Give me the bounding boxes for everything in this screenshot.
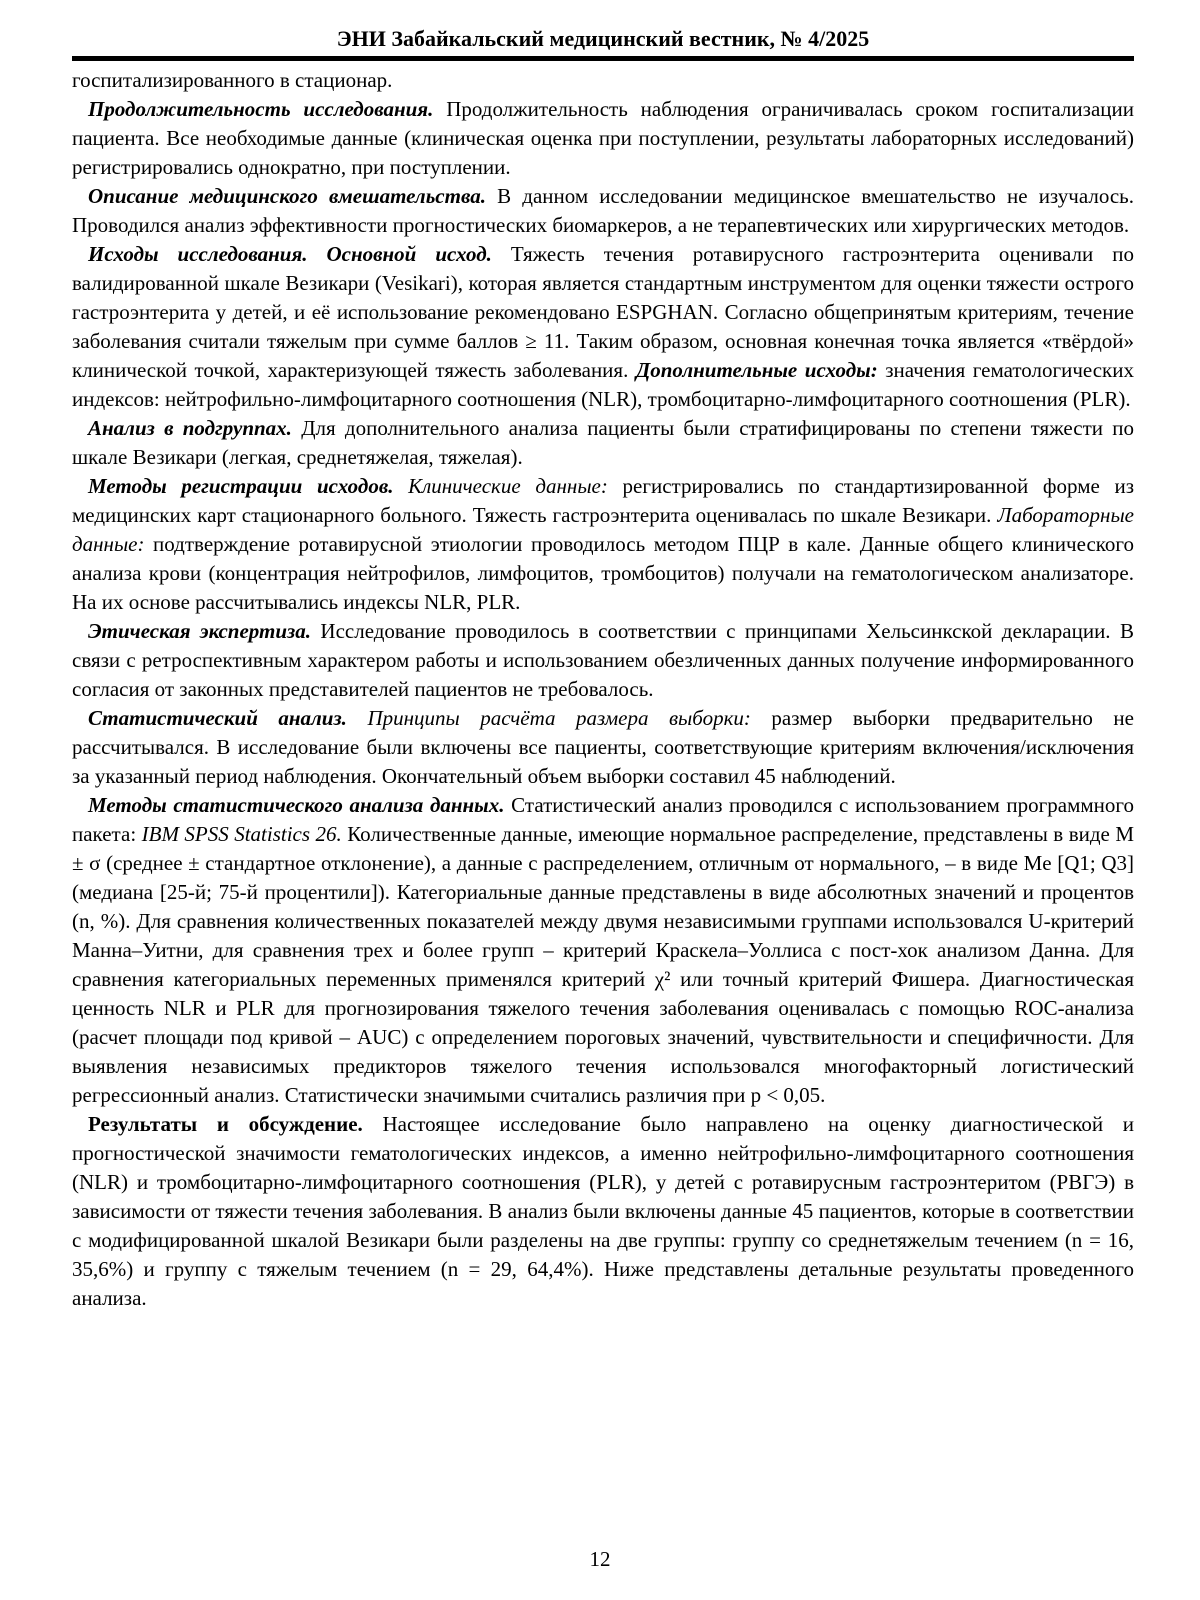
heading-statistical-methods: Методы статистического анализа данных. — [88, 793, 505, 817]
text-statistical-methods-details: Количественные данные, имеющие нормальное распределение, представлены в виде M ± σ (среднее ± стандартное отклонение), а данные с распределением, отличным от нормального, – в виде Me [Q1; Q3] (медиана [25-й; 75-й процентили]). Категориальные данные представлены в виде абсолютных значений и процентов (n, %). Для сравнения количественных показателей между двумя независимыми группами использовался U-критерий Манна–Уитни, для сравнения трех и более групп – критерий Краскела–Уоллиса с пост-хок анализом Данна. Для сравнения категориальных переменных применялся критерий χ² или точный критерий Фишера. Диагностическая ценность NLR и PLR для прогнозирования тяжелого течения заболевания оценивалась с помощью ROC-анализа (расчет площади под кривой – AUC) с определением пороговых значений, чувствительности и специфичности. Для выявления независимых предикторов тяжелого течения использовался многофакторный логистический регрессионный анализ. Статистически значимыми считались различия при p < 0,05. — [72, 822, 1134, 1107]
heading-subgroups: Анализ в подгруппах. — [88, 416, 292, 440]
continuation-text: госпитализированного в стационар. — [72, 68, 393, 92]
paragraph-results — [72, 1110, 1134, 1313]
heading-statistical-analysis: Статистический анализ. — [88, 706, 347, 730]
paragraph-statistical-analysis — [72, 704, 1134, 791]
software-name: IBM SPSS Statistics 26. — [141, 822, 342, 846]
heading-outcomes: Исходы исследования. Основной исход. — [88, 242, 492, 266]
heading-intervention: Описание медицинского вмешательства. — [88, 184, 486, 208]
text-statistical-methods: Статистический анализ проводился с использованием программного пакета: — [72, 793, 1135, 846]
paragraph-registration-methods — [72, 472, 1134, 617]
text-outcomes: Тяжесть течения ротавирусного гастроэнтерита оценивали по валидированной шкале Везикари (Vesikari), которая является стандартным инструментом для оценки тяжести острого гастроэнтерита у детей, и её использование рекомендовано ESPGHAN. Согласно общепринятым критериям, течение заболевания считали тяжелым при сумме баллов ≥ 11. Таким образом, основная конечная точка является «твёрдой» клинической точкой, характеризующей тяжесть заболевания. — [72, 242, 1134, 382]
article-body — [72, 66, 1134, 1313]
text-results: Настоящее исследование было направлено на оценку диагностической и прогностической значимости гематологических индексов, а именно нейтрофильно-лимфоцитарного соотношения (NLR) и тромбоцитарно-лимфоцитарного соотношения (PLR), у детей с ротавирусным гастроэнтеритом (РВГЭ) в зависимости от тяжести течения заболевания. В анализ были включены данные 45 пациентов, которые в соответствии с модифицированной шкалой Везикари были разделены на две группы: группу со среднетяжелым течением (n = 16, 35,6%) и группу с тяжелым течением (n = 29, 64,4%). Ниже представлены детальные результаты проведенного анализа. — [72, 1112, 1134, 1310]
label-sample-size: Принципы расчёта размера выборки: — [346, 706, 751, 730]
paragraph-continuation — [72, 66, 1134, 95]
paragraph-outcomes — [72, 240, 1134, 414]
text-subgroups: Для дополнительного анализа пациенты были стратифицированы по степени тяжести по шкале Везикари (легкая, среднетяжелая, тяжелая). — [72, 416, 1134, 469]
text-sample-size: размер выборки предварительно не рассчитывался. В исследование были включены все пациенты, соответствующие критериям включения/исключения за указанный период наблюдения. Окончательный объем выборки составил 45 наблюдений. — [72, 706, 1134, 788]
heading-secondary-outcomes: Дополнительные исходы: — [635, 358, 878, 382]
page-number: 12 — [589, 1547, 611, 1571]
paragraph-subgroups — [72, 414, 1134, 472]
heading-results: Результаты и обсуждение. — [88, 1112, 363, 1136]
paragraph-intervention — [72, 182, 1134, 240]
text-study-duration: Продолжительность наблюдения ограничивалась сроком госпитализации пациента. Все необходимые данные (клиническая оценка при поступлении, результаты лабораторных исследований) регистрировались однократно, при поступлении. — [72, 97, 1134, 179]
journal-header: ЭНИ Забайкальский медицинский вестник, № 4/2025 — [336, 26, 870, 51]
text-intervention: В данном исследовании медицинское вмешательство не изучалось. Проводился анализ эффективности прогностических биомаркеров, а не терапевтических или хирургических методов. — [72, 184, 1134, 237]
label-lab-data: Лабораторные данные: — [72, 503, 1134, 556]
text-ethics: Исследование проводилось в соответствии с принципами Хельсинкской декларации. В связи с ретроспективным характером работы и использованием обезличенных данных получение информированного согласия от законных представителей пациентов не требовалось. — [72, 619, 1134, 701]
paragraph-ethics — [72, 617, 1134, 704]
paragraph-statistical-methods — [72, 791, 1134, 1110]
text-lab-data: подтверждение ротавирусной этиологии проводилось методом ПЦР в кале. Данные общего клинического анализа крови (концентрация нейтрофилов, лимфоцитов, тромбоцитов) получали на гематологическом анализаторе. На их основе рассчитывались индексы NLR, PLR. — [72, 532, 1134, 614]
paragraph-study-duration — [72, 95, 1134, 182]
header-rule — [72, 56, 1134, 61]
heading-registration-methods: Методы регистрации исходов. — [88, 474, 394, 498]
label-clinical-data: Клинические данные: — [393, 474, 608, 498]
heading-study-duration: Продолжительность исследования. — [88, 97, 434, 121]
text-secondary-outcomes: значения гематологических индексов: нейтрофильно-лимфоцитарного соотношения (NLR), тромбоцитарно-лимфоцитарного соотношения (PLR). — [72, 358, 1134, 411]
text-clinical-data: регистрировались по стандартизированной форме из медицинских карт стационарного больного. Тяжесть гастроэнтерита оценивалась по шкале Везикари. — [72, 474, 1135, 527]
heading-ethics: Этическая экспертиза. — [88, 619, 311, 643]
